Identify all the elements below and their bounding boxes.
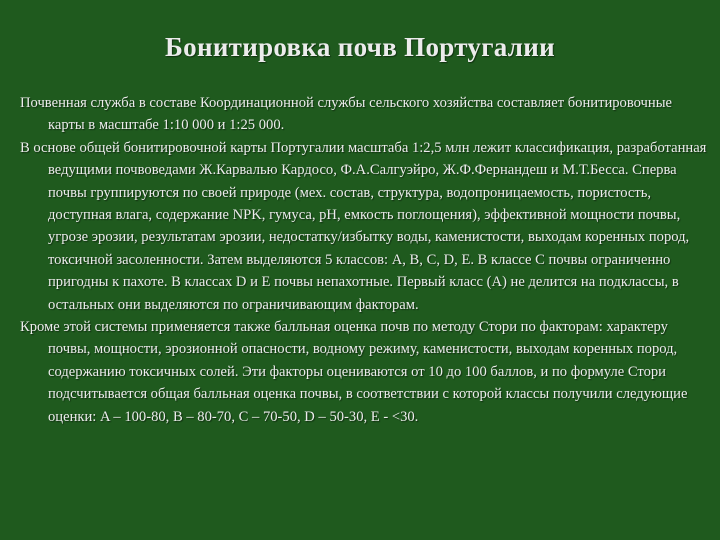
paragraph-soil-service: Почвенная служба в составе Координационной службы сельского хозяйства составляет бонитировочные карты в масштабе 1:10 000 и 1:25 000. (20, 95, 672, 134)
slide-body (20, 92, 710, 428)
paragraph-storie-method: Кроме этой системы применяется также балльная оценка почв по методу Стори по факторам: характеру почвы, мощности, эрозионной опасности, водному режиму, каменистости, выходам коренных пород, содержанию токсичных солей. Эти факторы оцениваются от 10 до 100 баллов, и по формуле Стори подсчитывается общая балльная оценка почвы, в соответствии с которой классы получили следующие оценки: A – 100-80, B – 80-70, C – 70-50, D – 50-30, E - <30. (20, 319, 688, 425)
slide-title: Бонитировка почв Португалии (165, 32, 555, 62)
paragraph-classification: В основе общей бонитировочной карты Португалии масштаба 1:2,5 млн лежит классификация, разработанная ведущими почвоведами Ж.Карвалью Кардосо, Ф.А.Салгуэйро, Ж.Ф.Фернандеш и М.Т.Бесса. Сперва почвы группируются по своей природе (мех. состав, структура, водопроницаемость, пористость, доступная влага, содержание NPK, гумуса, pH, емкость поглощения), эффективной мощности почвы, угрозе эрозии, результатам эрозии, недостатку/избытку воды, каменистости, выходам коренных пород, токсичной засоленности. Затем выделяются 5 классов: A, B, C, D, E. В классе C почвы ограниченно пригодны к пахоте. В классах D и E почвы непахотные. Первый класс (A) не делится на подклассы, в остальных они выделяются по ограничивающим факторам. (20, 139, 707, 313)
